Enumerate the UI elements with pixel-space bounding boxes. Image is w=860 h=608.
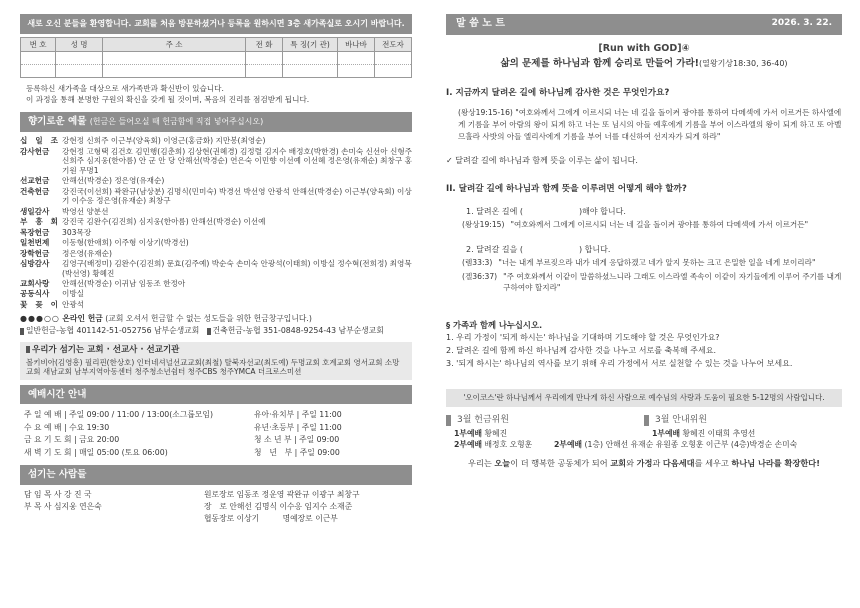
offering-names: 안광석 (62, 299, 85, 309)
service-label: 2부예배 (554, 439, 583, 449)
worship-item: 유년·초등부 | 주일 11:00 (254, 422, 342, 432)
offering-label: 십 일 조 (20, 136, 58, 146)
servant-line: 담 임 목 사 강 진 국 (24, 490, 92, 500)
committee-names: 황혜진 (484, 429, 508, 439)
usher-committee-title: 3월 안내위원 (644, 415, 842, 426)
sermon-reference: (열왕기상18:30, 36-40) (699, 59, 788, 69)
family-item: 1. 우리 가정이 '되게 하시는' 하나님을 기대하며 기도해야 할 것은 무엇인가요? (446, 333, 720, 343)
servant-line: 장 로 안해선 김명식 이수응 임지수 소재준 (204, 501, 353, 511)
online-account-building[interactable]: 건축헌금-농협 351-0848-9254-43 남부순생교회 (212, 326, 384, 336)
offering-names: 이방실 (62, 289, 85, 299)
worship-schedule (20, 408, 412, 459)
motto-part: 를 세우고 (694, 457, 732, 468)
servants-header: 섬기는 사람들 (20, 465, 412, 485)
offering-names: 정은영(유재순) (62, 248, 112, 258)
welcome-banner: 새로 오신 분들을 환영합니다. 교회를 처음 방문하셨거나 등록을 원하시면 3층 새가족실로 오시기 바랍니다. (20, 14, 412, 34)
offering-label: 교회사랑 (20, 279, 50, 288)
bar-icon (207, 328, 211, 335)
worship-item: 새 벽 기 도 회 | 매일 05:00 (토요 06:00) (24, 448, 168, 458)
committee-names: 배정호 오형훈 (484, 439, 533, 449)
offering-row (20, 259, 412, 278)
scripture-quote (462, 271, 842, 295)
motto-emphasis: 교회 (610, 457, 627, 468)
sermon-note-header (446, 14, 842, 35)
section-one-check: ✓ 달려갈 길에 하나님과 함께 뜻을 이루는 삶이 됩니다. (446, 156, 638, 166)
motto-part: 우리는 (468, 457, 495, 468)
worship-item: 금 요 기 도 회 | 금요 20:00 (24, 435, 120, 445)
visitor-col-address: 주 소 (103, 38, 246, 52)
sermon-note-title: 말 씀 노 트 (456, 18, 506, 29)
fill-blank-1: 1. 달려온 길에 ( )해야 합니다. (466, 207, 626, 217)
committee-lists (446, 415, 842, 450)
family-discussion (446, 320, 842, 369)
offering-row (20, 300, 412, 309)
offering-row (20, 238, 412, 247)
servants-pastors (20, 489, 200, 524)
motto-part: 과 (652, 457, 663, 468)
scripture-text: "주 여호와께서 이같이 말씀하셨느니라 그래도 이스라엘 족속이 이같이 자기들에게 이루어 주기를 내게 구하여야 할지라" (503, 271, 842, 293)
online-account-general[interactable]: 일반헌금-농협 401142-51-052756 남부순생교회 (26, 326, 200, 336)
visitor-row[interactable] (21, 65, 412, 78)
support-box (20, 342, 412, 379)
worship-item: 수 요 예 배 | 수요 19:30 (24, 422, 110, 432)
scripture-text: "너는 내게 부르짖으라 내가 네게 응답하겠고 네가 알지 못하는 크고 은밀한 일을 네게 보이리라" (498, 257, 816, 267)
committee-row (554, 440, 842, 450)
offering-row (20, 249, 412, 258)
offering-list (20, 136, 412, 309)
section-two-title: II. 달려갈 길에 하나님과 함께 뜻을 이루려면 어떻게 해야 할까? (446, 184, 687, 195)
servants-list (20, 489, 412, 524)
offering-row (20, 187, 412, 206)
committee-names: 황혜진 이태희 추영선 (682, 429, 756, 439)
offering-names: 강진국 김완수(김진희) 심지웅(한아름) 안해선(박경순) 이선예 (62, 217, 266, 227)
dots-decoration: ●●●○○ (20, 314, 60, 324)
offering-names: 김영구(배정미) 김완수(김진희) 문효(김주예) 박순숙 손미숙 안광석(이태희) 이방실 정수혁(전희정) 최영묵(박선영) 황혜진 (62, 259, 412, 278)
bulletin-date: 2026. 3. 22. (771, 18, 832, 28)
offering-label: 꽃 꽂 이 (20, 299, 58, 309)
offering-title: 향기로운 예물 (28, 116, 87, 128)
scripture-ref: (겔36:37) (462, 271, 498, 281)
worship-item: 유아·유치부 | 주일 11:00 (254, 409, 342, 419)
offering-row (20, 279, 412, 288)
worship-header: 예배시간 안내 (20, 385, 412, 405)
online-title: 온라인 헌금 (62, 314, 103, 324)
worship-item: 주 일 예 배 | 주일 09:00 / 11:00 / 13:00(소그룹모임) (24, 409, 214, 419)
worship-item: 청 년 부 | 주일 09:00 (254, 448, 340, 458)
offering-row (20, 228, 412, 237)
visitor-col-number: 번 호 (21, 38, 56, 52)
support-title (26, 345, 406, 356)
visitor-col-name: 성 명 (56, 38, 103, 52)
offering-names: 박영선 양분선 (62, 206, 109, 216)
scripture-ref: (왕상19:15) (462, 220, 505, 230)
fill-blank-2: 2. 달려갈 길을 ( ) 합니다. (466, 244, 611, 254)
service-label: 2부예배 (454, 439, 483, 449)
family-item: 2. 달려온 길에 함께 하신 하나님께 감사한 것을 나누고 서로를 축복해 주세요. (446, 346, 716, 356)
offering-label: 건축헌금 (20, 186, 50, 196)
church-motto (446, 458, 842, 468)
visitor-col-feature: 특 징(기 관) (283, 38, 338, 52)
offering-label: 생일감사 (20, 206, 50, 216)
online-desc: (교회 오셔서 헌금할 수 없는 성도들을 위한 헌금창구입니다.) (105, 314, 312, 324)
motto-emphasis: 다음세대 (662, 457, 695, 468)
motto-part: 이 더 행복한 공동체가 되어 (510, 457, 611, 468)
offering-row (20, 217, 412, 226)
service-label: 1부예배 (652, 429, 681, 439)
offering-row (20, 136, 412, 145)
offering-row (20, 207, 412, 216)
scripture-text: "여호와께서 그에게 이르시되 너는 네 길을 돌이켜 광야를 통하여 다메섹에 가서 이르거든" (510, 220, 809, 230)
bar-icon (26, 346, 30, 353)
committee-names: (1층) 안해선 유재순 유원종 오형훈 이근부 (4층)박경순 손미숙 (584, 439, 798, 449)
visitor-row[interactable] (21, 52, 412, 65)
offering-label: 일천번제 (20, 238, 50, 248)
scripture-quote (462, 219, 842, 231)
oikos-banner: '오이코스'란 하나님께서 우리에게 만나게 하신 사람으로 예수님의 사랑과 도움이 필요한 5-12명의 사람입니다. (446, 389, 842, 406)
motto-emphasis: 오늘 (494, 457, 511, 468)
offering-label: 공동식사 (20, 289, 50, 299)
offering-row (20, 176, 412, 185)
visitor-col-barnabas: 바나바 (338, 38, 375, 52)
offering-label: 부 흥 회 (20, 217, 58, 227)
sermon-heading (446, 43, 842, 71)
offering-subtitle: (헌금은 들어오실 때 헌금함에 직접 넣어주십시오) (89, 117, 264, 127)
offering-label: 목장헌금 (20, 227, 50, 237)
family-title: § 가족과 함께 나누십시오. (446, 320, 543, 331)
offering-names: 303목장 (62, 227, 92, 237)
support-text: 볼키비아(김영흥) 필리핀(한상호) 인터네셔널선교교회(최철) 탈북자선교(최도예) 두명교회 호계교회 영서교회 소망교회 새남교회 남부지역아동센터 청주청소년쉼터 청주CBS 청주YMCA 더크로스미션 (26, 357, 400, 377)
motto-part: 와 (626, 457, 637, 468)
left-column (20, 14, 412, 524)
offering-names: 안해선(박경순) 정은영(유재순) (62, 176, 165, 186)
register-note: 이 과정을 통해 분명한 구원의 확신을 갖게 될 것이며, 복음의 진리를 점검받게 됩니다. (26, 94, 310, 104)
register-note: 등록하신 새가족을 대상으로 새가족반과 확신반이 있습니다. (26, 84, 224, 94)
motto-emphasis: 가정 (636, 457, 653, 468)
servants-elders (200, 489, 412, 524)
offering-committee-title: 3월 헌금위원 (446, 415, 644, 426)
offering-label: 장학헌금 (20, 248, 50, 258)
offering-names: 강현정 고형택 김건호 김민행(김춘희) 김상현(권혜경) 김정렬 김지수 배정호(박한경) 손미숙 신선아 신형주 신희주 심지웅(한아름) 안 군 안 당 안해선(박경순) 연은숙 이민향 이선예 이선혜 정은영(유재순) 최창구 홍기원 무명1 (62, 146, 413, 175)
servant-line: 부 목 사 심지웅 연은숙 (24, 501, 102, 511)
scripture-ref: (렘33:3) (462, 257, 493, 267)
servant-line: 협동장로 이상기 명예장로 이근부 (204, 513, 338, 523)
offering-names: 강현정 신희주 이근부(양육회) 이영근(홍금화) 지만봉(최영순) (62, 136, 266, 146)
support-title-text: 우리가 섬기는 교회 · 선교사 · 선교기관 (32, 345, 180, 356)
online-offering (20, 314, 412, 336)
bar-icon (20, 328, 24, 335)
motto-emphasis: 하나님 나라를 확장한다! (731, 457, 820, 468)
offering-header (20, 112, 412, 132)
register-notes (20, 84, 412, 104)
service-label: 1부예배 (454, 429, 483, 439)
sermon-title (446, 58, 842, 70)
offering-label: 감사헌금 (20, 146, 50, 156)
offering-label: 심방감사 (20, 259, 50, 269)
sermon-title-text: 삶의 문제를 하나님과 함께 승리로 만들어 가라! (500, 58, 699, 70)
committee-row (652, 429, 842, 439)
scripture-quote (462, 257, 842, 269)
worship-item: 청 소 년 부 | 주일 09:00 (254, 435, 340, 445)
offering-row (20, 147, 412, 175)
family-item: 3. '되게 하시는' 하나님의 역사를 보기 위해 우리 가정에서 서로 실천할 수 있는 것을 나누어 보세요. (446, 359, 793, 369)
offering-row (20, 289, 412, 298)
usher-committee (554, 414, 842, 450)
offering-label: 선교헌금 (20, 176, 50, 186)
visitor-table (20, 37, 412, 78)
offering-names: 강진국(이선희) 곽완규(남상분) 김명식(민미숙) 박경선 박선영 안광석 안해선(박경순) 이근부(양육회) 이상기 이수응 정은영(유재순) 최창구 (62, 186, 412, 206)
offering-names: 이동형(한애희) 이주형 이상기(박경선) (62, 238, 189, 248)
sermon-series: [Run with GOD]④ (598, 42, 690, 54)
right-column (446, 14, 842, 468)
servant-line: 원로장로 임동조 정운영 곽완규 이광구 최창구 (204, 490, 360, 500)
visitor-col-phone: 전 화 (246, 38, 283, 52)
committee-row (454, 429, 644, 439)
offering-names: 안해선(박경순) 이귀남 임동조 한정아 (62, 279, 186, 288)
section-one-title: I. 지금까지 달려온 길에 하나님께 감사한 것은 무엇인가요? (446, 88, 670, 99)
visitor-col-evangelist: 전도자 (375, 38, 412, 52)
section-one-scripture: (왕상19:15-16) "여호와께서 그에게 이르시되 너는 네 길을 돌이켜 광야를 통하여 다메섹에 가서 이르거든 하사엘에게 기름을 부어 아람의 왕이 되게 하고 너는 또 님시의 아들 예후에게 기름을 부어 이스라엘의 왕이 되게 하고 또 아벨므홀라 사밧의 아들 엘리사에게 기름을 부어 너를 대신하여 선지자가 되게 하라" (458, 107, 842, 141)
